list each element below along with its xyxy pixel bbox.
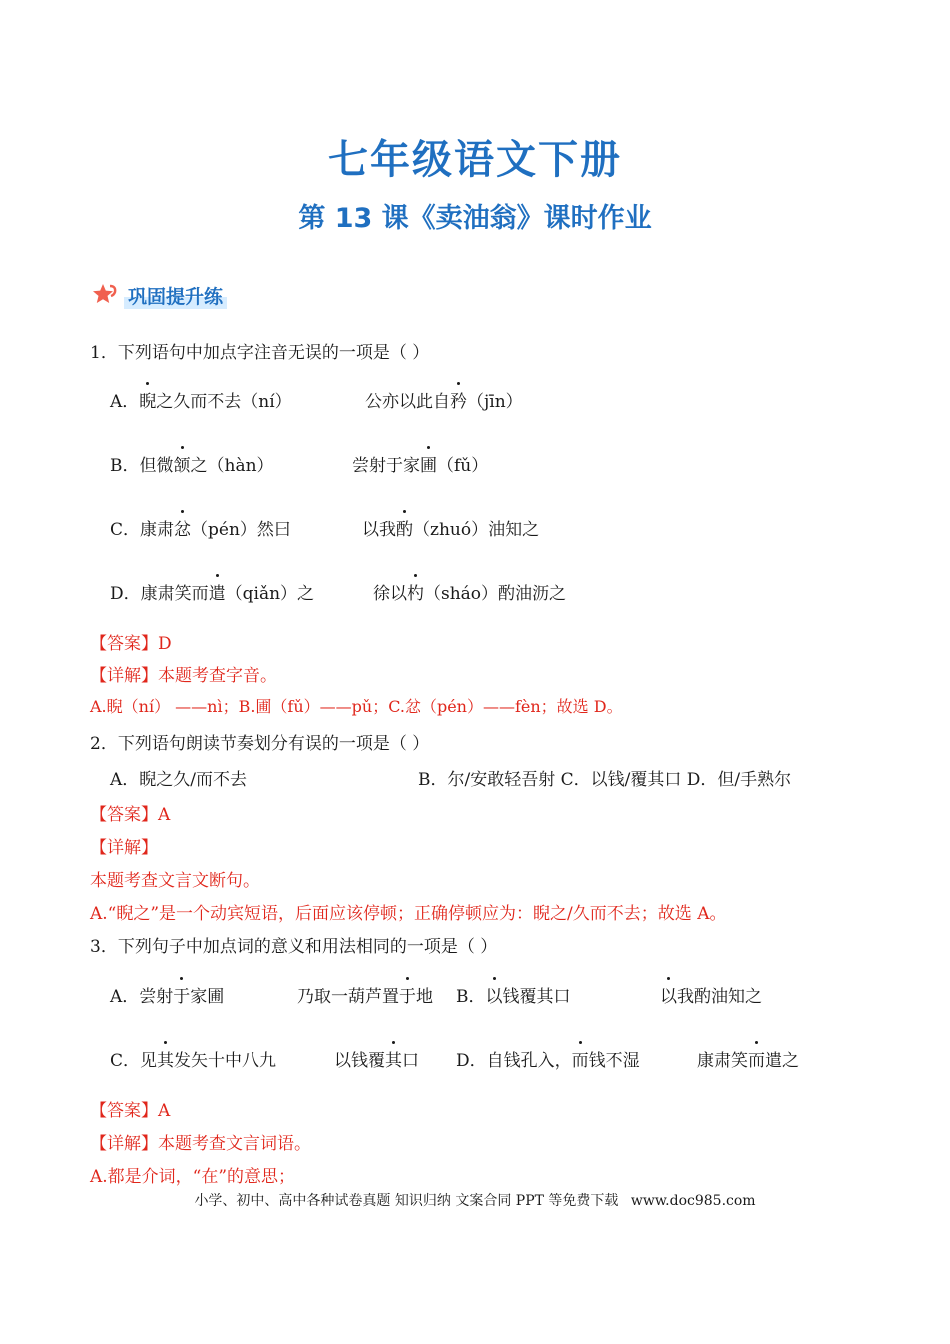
q1-option-d-1: D．康肃笑而遣（qiǎn）之 [110,579,314,604]
q3-option-c-2: 以钱覆其口 [334,1046,419,1071]
q2-detail: 【详解】 [90,838,158,858]
q1-option-c-1: C．康肃忿（pén）然曰 [110,515,291,540]
q1-option-c-2: 以我酌（zhuó）油知之 [362,515,539,540]
q1-option-b-2: 尝射于家圃（fǔ） [352,451,488,476]
question-1-stem: 1．下列语句中加点字注音无误的一项是（ ） [90,343,430,363]
question-2-stem: 2．下列语句朗读节奏划分有误的一项是（ ） [90,734,430,754]
q1-option-b-1: B．但微颔之（hàn） [110,451,274,476]
q3-option-a-1: A．尝射于家圃 [110,982,224,1007]
q3-detail: 【详解】本题考查文言词语。 [90,1134,311,1154]
section-label: 巩固提升练 [124,282,227,309]
page-title: 七年级语文下册 [328,137,622,183]
q3-option-b-1: B．以钱覆其口 [456,982,571,1007]
section-header [92,280,227,310]
footer-site-link[interactable]: www.doc985.com [630,1193,756,1209]
footer-text: 小学、初中、高中各种试卷真题 知识归纳 文案合同 PPT 等免费下载 [194,1193,619,1209]
q2-explanation-1: 本题考查文言文断句。 [90,871,260,891]
star-icon [92,282,118,308]
q3-answer: 【答案】A [90,1101,171,1121]
q3-option-b-2: 以我酌油知之 [660,982,762,1007]
q2-answer: 【答案】A [90,805,171,825]
q3-option-c-1: C．见其发矢十中八九 [110,1046,276,1071]
q2-options-bcd: B．尔/安敢轻吾射 C．以钱/覆其口 D．但/手熟尔 [418,770,792,790]
question-3-stem: 3．下列句子中加点词的意义和用法相同的一项是（ ） [90,937,498,957]
q1-option-a-2: 公亦以此自矜（jīn） [365,387,523,412]
q2-explanation-2: A.“睨之”是一个动宾短语，后面应该停顿；正确停顿应为：睨之/久而不去；故选 A。 [90,904,727,924]
q1-explanation: A.睨（ní） ——nì；B.圃（fǔ）——pǔ；C.忿（pén）——fèn；故选 D。 [90,697,623,716]
page-footer [0,1190,950,1210]
q3-option-a-2: 乃取一葫芦置于地 [297,982,433,1007]
q1-option-a-1: A．睨之久而不去（ní） [110,387,292,412]
q3-option-d-1: D．自钱孔入，而钱不湿 [456,1046,640,1071]
q1-option-d-2: 徐以杓（sháo）酌油沥之 [373,579,566,604]
q3-explanation: A.都是介词，“在”的意思； [90,1167,296,1187]
q1-answer: 【答案】D [90,634,172,654]
q2-option-a: A．睨之久/而不去 [110,770,248,790]
q3-option-d-2: 康肃笑而遣之 [697,1046,799,1071]
page-subtitle: 第 13 课《卖油翁》课时作业 [298,203,652,234]
q1-detail: 【详解】本题考查字音。 [90,666,277,686]
